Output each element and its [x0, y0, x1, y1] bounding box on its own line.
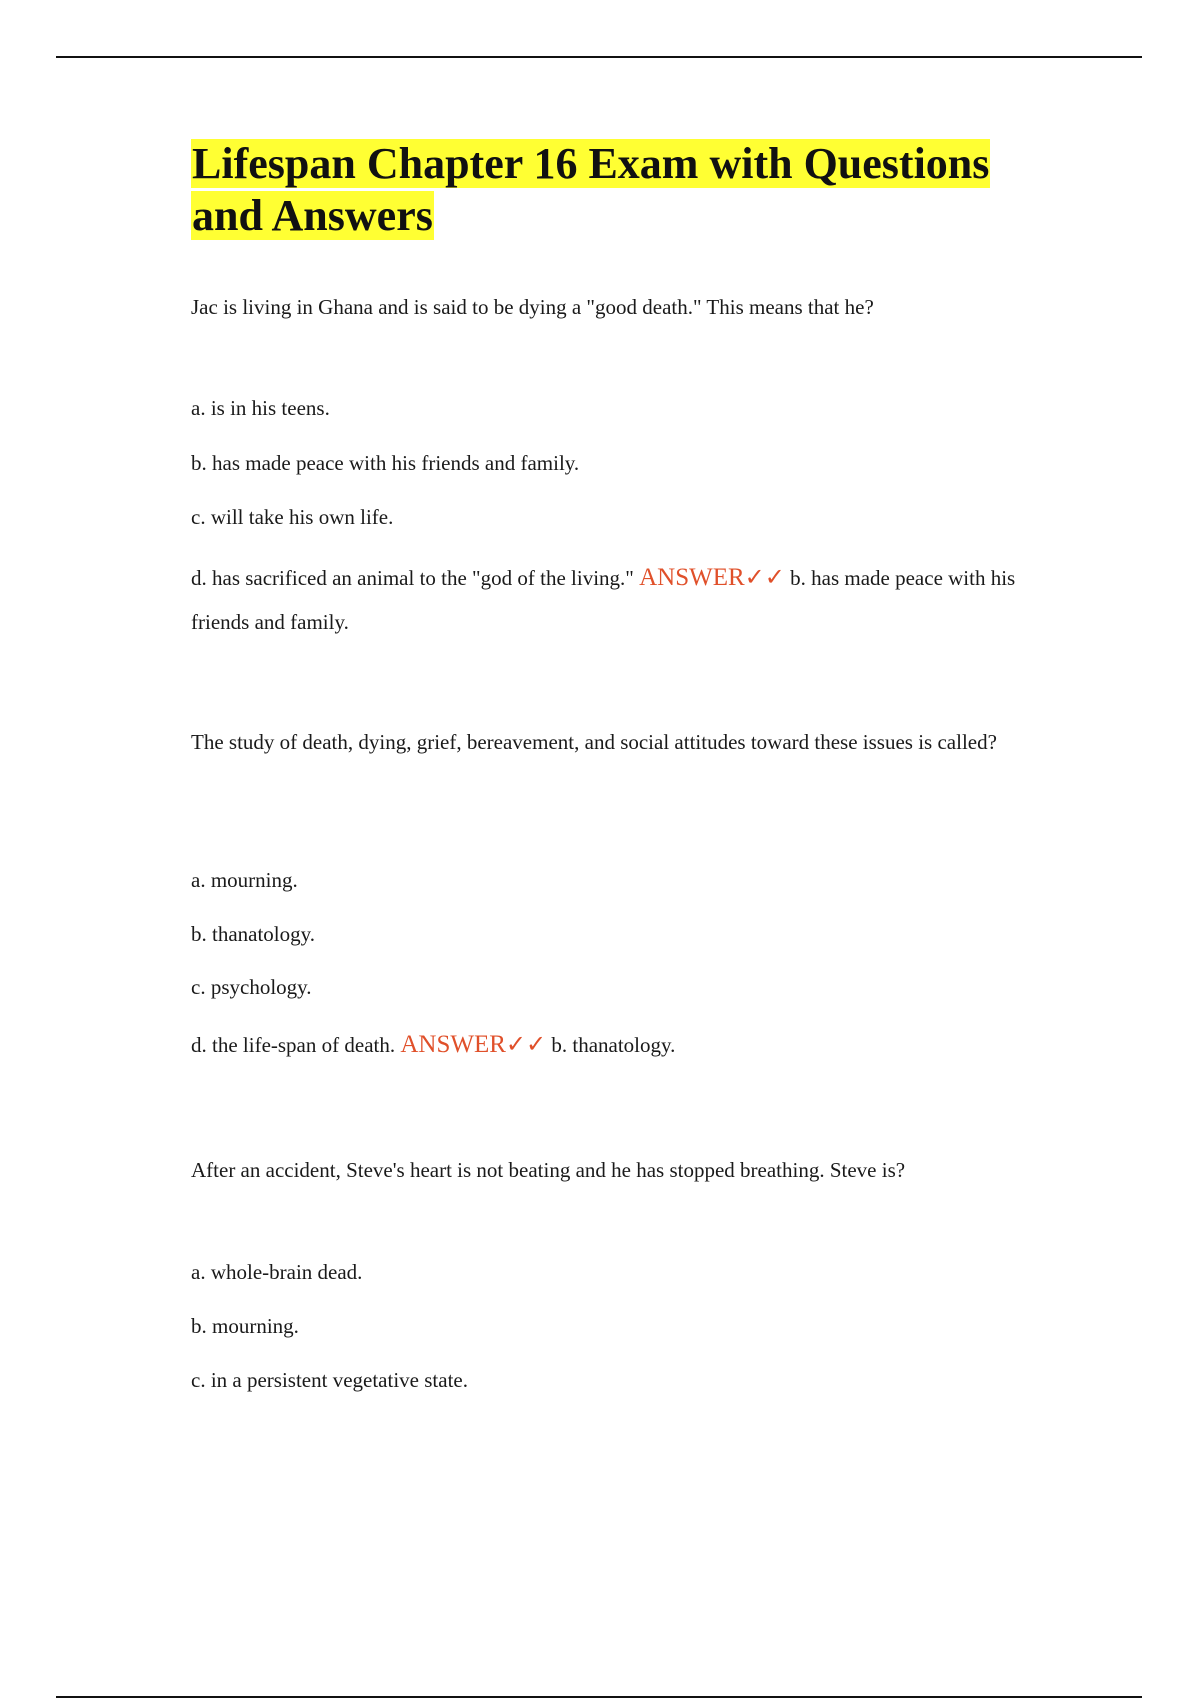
document-body [191, 138, 1051, 1392]
document-title [191, 138, 1051, 242]
option-c: c. will take his own life. [191, 505, 394, 529]
question-text: After an accident, Steve's heart is not beating and he has stopped breathing. Steve is? [191, 1158, 906, 1182]
bottom-rule [56, 1696, 1142, 1698]
option-b: b. has made peace with his friends and family. [191, 451, 580, 475]
option-c: c. in a persistent vegetative state. [191, 1368, 468, 1392]
option-b: b. mourning. [191, 1314, 299, 1338]
question-3 [191, 1151, 1051, 1392]
checkmark-icon: ✓✓ [505, 1032, 547, 1058]
title-line-1: Lifespan Chapter 16 Exam with Questions [192, 139, 990, 188]
question-text: The study of death, dying, grief, bereavement, and social attitudes toward these issues is called? [191, 730, 997, 754]
checkmark-icon: ✓✓ [744, 565, 785, 591]
top-rule [56, 56, 1142, 58]
answer-text: b. has made peace with his friends and family. [191, 566, 1016, 634]
option-d: d. has sacrificed an animal to the "god of the living." [191, 566, 634, 590]
answer-label: ANSWER [400, 1031, 506, 1058]
option-a: a. is in his teens. [191, 396, 330, 420]
question-1 [191, 288, 1051, 634]
option-b: b. thanatology. [191, 922, 316, 946]
option-d-with-answer [191, 1023, 1051, 1067]
option-a: a. mourning. [191, 868, 298, 892]
option-d-with-answer [191, 556, 1051, 644]
option-a: a. whole-brain dead. [191, 1260, 363, 1284]
option-d: d. the life-span of death. [191, 1033, 396, 1057]
question-2 [191, 723, 1051, 1058]
option-c: c. psychology. [191, 975, 312, 999]
question-text: Jac is living in Ghana and is said to be dying a "good death." This means that he? [191, 295, 874, 319]
answer-text: b. thanatology. [551, 1033, 676, 1057]
answer-label: ANSWER [639, 564, 745, 591]
title-line-2: and Answers [192, 191, 433, 240]
